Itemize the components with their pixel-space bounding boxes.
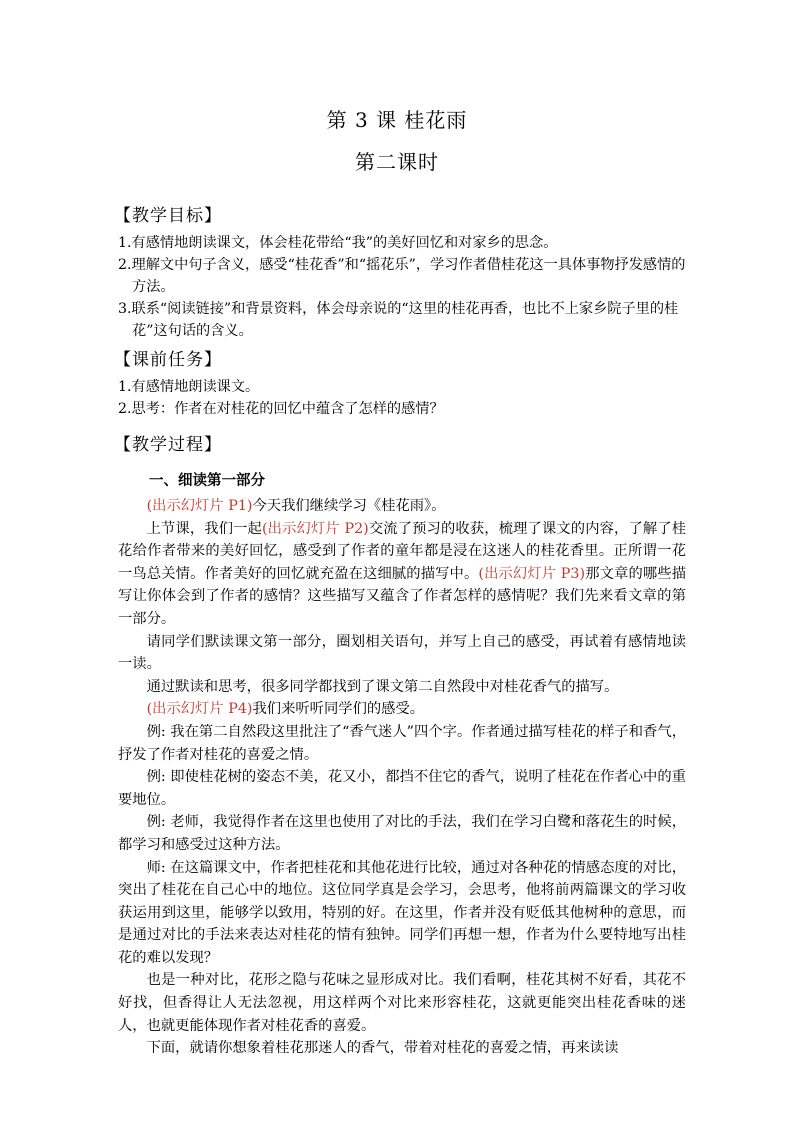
paragraph: 例: 老师，我觉得作者在这里也使用了对比的手法，我们在学习白鹭和落花生的时候，都学习和感受过这种方法。 bbox=[118, 814, 686, 853]
process-heading: 【教学过程】 bbox=[114, 435, 222, 455]
paragraph-text: 上节课，我们一起 bbox=[146, 520, 262, 537]
paragraph: 也是一种对比，花形之隐与花味之显形成对比。我们看啊，桂花其树不好看，其花不好找，但香得让人无法忽视，用这样两个对比来形容桂花，这就更能突出桂花香味的迷人，也就更能体现作者对桂花香的喜爱。 bbox=[118, 972, 686, 1034]
paragraph bbox=[118, 495, 686, 518]
paragraph-text: 我们来听听同学们的感受。 bbox=[252, 701, 425, 718]
paragraph: 例: 我在第二自然段这里批注了“香气迷人”四个字。作者通过描写桂花的样子和香气，抒发了作者对桂花的喜爱之情。 bbox=[118, 723, 686, 763]
paragraph bbox=[118, 698, 686, 721]
paragraph: 下面，就请你想象着桂花那迷人的香气，带着对桂花的喜爱之情，再来读读 bbox=[146, 1040, 619, 1057]
objectives-list bbox=[118, 232, 688, 342]
slide-marker: (出示幻灯片 P3) bbox=[478, 565, 586, 582]
slide-marker: (出示幻灯片 P2) bbox=[261, 520, 369, 537]
paragraph: 请同学们默读课文第一部分，圈划相关语句，并写上自己的感受，再试着有感情地读一读。 bbox=[118, 633, 686, 673]
paragraph bbox=[118, 518, 686, 631]
list-item: 3.联系“阅读链接”和背景资料，体会母亲说的“这里的桂花再香，也比不上家乡院子里的桂花”这句话的含义。 bbox=[118, 301, 679, 339]
pretask-list bbox=[118, 376, 688, 420]
objectives-heading: 【教学目标】 bbox=[114, 206, 222, 226]
slide-marker: (出示幻灯片 P4) bbox=[146, 701, 253, 718]
paragraph: 师: 在这篇课文中，作者把桂花和其他花进行比较，通过对各种花的情感态度的对比，突出了桂花在自己心中的地位。这位同学真是会学习，会思考，他将前两篇课文的学习收获运用到这里，能够学以致用，特别的好。在这里，作者并没有贬低其他树种的意思，而是通过对比的手法来表达对桂花的情有独钟。同学们再想一想，作者为什么要特地写出桂花的难以发现？ bbox=[118, 859, 686, 966]
paragraph-text: 交流了预习的收获，梳理了课文的内容，了解了桂花给作者带来的美好回忆，感受到了作者的童年都是浸在这迷人的桂花香里。正所谓一花一鸟总关情。作者美好的回忆就充盈在这细腻的描写中。 bbox=[118, 520, 687, 582]
slide-marker: (出示幻灯片 P1) bbox=[146, 498, 253, 514]
list-item: 1.有感情地朗读课文。 bbox=[118, 379, 260, 395]
list-item: 1.有感情地朗读课文，体会桂花带给“我”的美好回忆和对家乡的思念。 bbox=[118, 235, 558, 251]
lesson-title: 第 3 课 桂花雨 bbox=[326, 108, 468, 132]
part1-heading: 一、细读第一部分 bbox=[149, 473, 265, 489]
lesson-body bbox=[118, 495, 686, 1060]
paragraph-text: 今天我们继续学习《桂花雨》。 bbox=[252, 498, 446, 514]
pretask-heading: 【课前任务】 bbox=[114, 350, 222, 370]
list-item: 2.理解文中句子含义，感受“桂花香”和“摇花乐”，学习作者借桂花这一具体事物抒发感情的方法。 bbox=[118, 257, 686, 295]
list-item: 2.思考：作者在对桂花的回忆中蕴含了怎样的感情？ bbox=[118, 401, 444, 417]
lesson-subtitle: 第二课时 bbox=[355, 150, 439, 174]
paragraph: 例: 即使桂花树的姿态不美，花又小，都挡不住它的香气，说明了桂花在作者心中的重要地位。 bbox=[118, 769, 686, 808]
paragraph-text: 那文章的哪些描写让你体会到了作者的感情？这些描写又蕴含了作者怎样的感情呢？我们先来看文章的第一部分。 bbox=[118, 565, 687, 627]
paragraph: 通过默读和思考，很多同学都找到了课文第二自然段中对桂花香气的描写。 bbox=[146, 678, 619, 695]
